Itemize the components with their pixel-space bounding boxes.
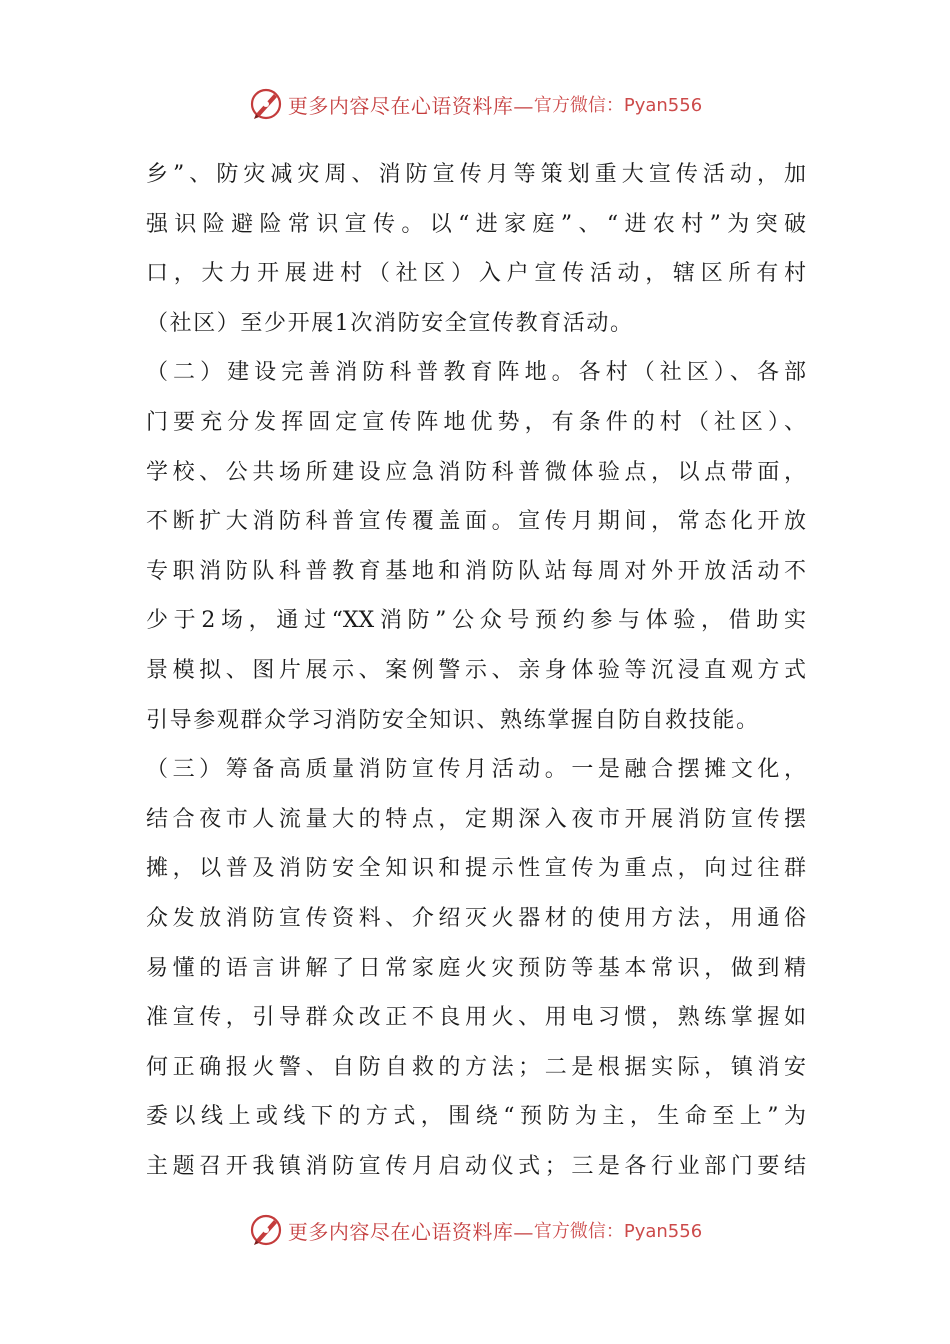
text-line: 摊，以普及消防安全知识和提示性宣传为重点，向过往群 (146, 856, 806, 882)
footer-banner (0, 1210, 950, 1250)
text-line: 门要充分发挥固定宣传阵地优势，有条件的村（社区）、 (146, 409, 806, 435)
text-line: 易懂的语言讲解了日常家庭火灾预防等基本常识，做到精 (146, 955, 806, 981)
footer-wechat: 官方微信：Pyan556 (533, 1221, 703, 1242)
text-line: 众发放消防宣传资料、介绍灭火器材的使用方法，用通俗 (146, 905, 806, 931)
text-line: 结合夜市人流量大的特点，定期深入夜市开展消防宣传摆 (146, 806, 806, 832)
text-line: 乡”、防灾减灾周、消防宣传月等策划重大宣传活动，加 (146, 162, 806, 187)
text-line: （社区）至少开展1次消防安全宣传教育活动。 (146, 310, 634, 336)
text-line: 专职消防队科普教育基地和消防队站每周对外开放活动不 (146, 558, 806, 584)
header-slogan: 更多内容尽在心语资料库— (287, 93, 534, 118)
text-line: 何正确报火警、自防自救的方法；二是根据实际，镇消安 (146, 1054, 806, 1080)
text-line: 引导参观群众学习消防安全知识、熟练掌握自防自救技能。 (146, 707, 760, 733)
text-line: 强识险避险常识宣传。以“进家庭”、“进农村”为突破 (146, 211, 806, 237)
text-line: （二）建设完善消防科普教育阵地。各村（社区）、各部 (146, 360, 806, 386)
text-line: 少于2场，通过“XX消防”公众号预约参与体验，借助实 (146, 608, 806, 634)
text-line: 不断扩大消防科普宣传覆盖面。宣传月期间，常态化开放 (146, 509, 806, 535)
header-banner (0, 84, 950, 124)
header-wechat: 官方微信：Pyan556 (533, 95, 703, 116)
text-line: 主题召开我镇消防宣传月启动仪式；三是各行业部门要结 (146, 1153, 806, 1179)
text-line: （三）筹备高质量消防宣传月活动。一是融合摆摊文化， (146, 757, 806, 783)
text-line: 准宣传，引导群众改正不良用火、用电习惯，熟练掌握如 (146, 1005, 806, 1031)
pen-circle-icon (248, 86, 284, 122)
text-line: 口，大力开展进村（社区）入户宣传活动，辖区所有村 (146, 261, 806, 287)
text-line: 学校、公共场所建设应急消防科普微体验点，以点带面， (146, 459, 806, 485)
footer-slogan: 更多内容尽在心语资料库— (287, 1219, 534, 1244)
pen-circle-icon (248, 1212, 284, 1248)
document-body (146, 150, 806, 1191)
text-line: 委以线上或线下的方式，围绕“预防为主，生命至上”为 (146, 1104, 806, 1130)
text-line: 景模拟、图片展示、案例警示、亲身体验等沉浸直观方式 (146, 657, 806, 683)
